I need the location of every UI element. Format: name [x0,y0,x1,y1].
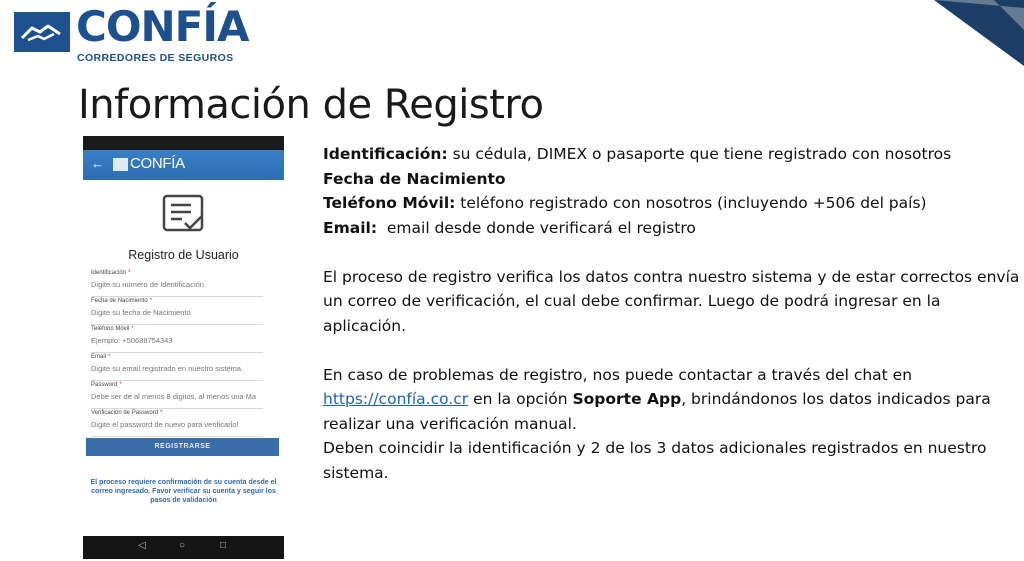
required-mark: * [119,382,122,388]
field-placeholder: Digite su email registrado en nuestro sistema. [91,364,244,373]
support-text-end: , brindándonos los datos indicados para realizar una verificación manual. [323,390,991,433]
required-mark: * [160,410,163,416]
support-text-start: En caso de problemas de registro, nos puede contactar a través del chat en [323,365,913,384]
confia-logo [14,2,249,68]
phone-status-bar [83,136,284,150]
telefono-movil-field[interactable] [91,326,263,353]
verificacion-password-field[interactable] [91,410,263,437]
phone-line [323,191,1023,216]
android-nav-bar [83,536,284,559]
field-label: Password [91,382,118,388]
arrow-left-icon[interactable]: ← [91,156,104,171]
phone-label: Teléfono Móvil: [323,194,456,212]
fecha-nacimiento-field[interactable] [91,298,263,325]
soporte-app-label: Soporte App [572,390,682,408]
nav-home-icon[interactable]: ○ [179,540,186,551]
id-text: su cédula, DIMEX o pasaporte que tiene registrado con nosotros [447,145,952,163]
field-label: Fecha de Nacimiento [91,298,148,304]
field-label: Teléfono Móvil [91,326,130,332]
process-paragraph: El proceso de registro verifica los datos contra nuestro sistema y de estar correctos envía un correo de verificación, el cual debe confirmar. Luego de podrá ingresar en la aplicación. [323,267,1020,335]
support-paragraph [323,363,1023,437]
required-mark: * [149,298,153,304]
id-line [323,142,1023,167]
logo-name: CONFÍA [76,2,249,51]
logo-subtitle: CORREDORES DE SEGUROS [77,52,234,64]
field-placeholder: Digite su fecha de Nacimiento [91,308,191,317]
nav-back-icon[interactable]: ◁ [138,540,146,551]
handshake-logo-icon [14,12,70,52]
form-heading: Registro de Usuario [128,248,239,262]
confirmation-info-text: El proceso requiere confirmación de su cuenta desde el correo ingresado. Favor verificar su cuenta y seguir los pasos de validación [90,479,277,504]
phone-app-bar [83,150,284,180]
slide-title: Información de Registro [78,82,544,128]
email-field[interactable] [91,354,263,381]
handshake-small-icon [113,158,128,171]
corner-decoration [934,0,1024,66]
dob-line [323,167,1023,192]
required-mark: * [131,326,134,332]
field-label: Email [91,354,107,360]
required-mark: * [108,354,111,360]
website-link[interactable]: https://confía.co.cr [323,390,469,408]
field-placeholder: Ejemplo: +50688754343 [91,336,173,345]
dob-label: Fecha de Nacimiento [323,169,506,188]
email-label: Email: [323,218,378,237]
field-label: Verificación de Password [91,410,159,416]
slide-body [323,142,1023,485]
required-mark: * [128,270,131,276]
id-label: Identificación: [323,145,448,163]
phone-screenshot [83,136,284,559]
field-label: Identificación [91,270,127,276]
nav-recent-icon[interactable]: □ [220,540,227,551]
phone-brand-name: CONFÍA [130,155,185,172]
field-placeholder: Digite el password de nuevo para verificarlo! [91,420,239,429]
identificacion-field[interactable] [91,270,263,297]
phone-text: teléfono registrado con nosotros (incluyendo +506 del país) [455,194,927,212]
registrarse-button[interactable]: REGISTRARSE [86,438,279,456]
match-requirement-paragraph: Deben coincidir la identificación y 2 de los 3 datos adicionales registrados en nuestro sistema. [323,439,987,482]
email-line [323,216,1023,241]
field-placeholder: Debe ser de al menos 8 digitos, al menos una Ma [91,392,257,401]
checklist-document-icon [162,194,206,234]
support-text-mid: en la opción [468,390,573,408]
field-placeholder: Digite su numero de Identificación. [91,280,207,289]
email-text: email desde donde verificará el registro [377,218,696,237]
password-field[interactable] [91,382,263,409]
